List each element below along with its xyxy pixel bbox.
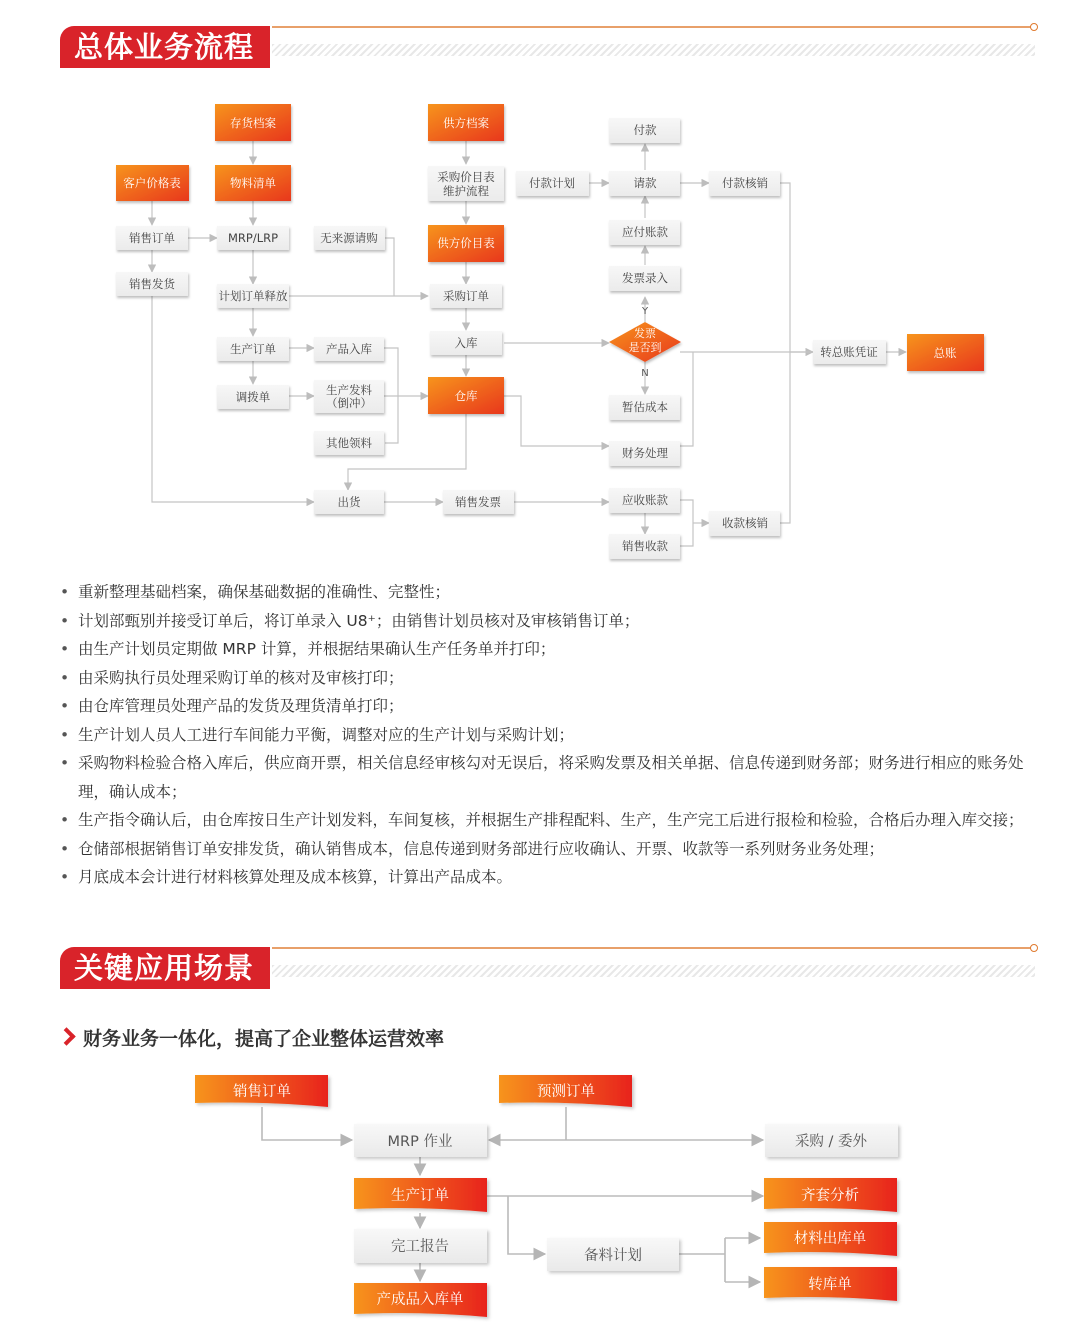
overall-business-flow-diagram [0,0,1080,580]
bullet-item: • 由采购执行员处理采购订单的核对及审核打印； [60,664,1045,693]
finance-integration-flow-diagram [0,1061,1080,1341]
label-shengchandingdan: 生产订单 [230,342,276,356]
label-faliao-1: 生产发料 [326,383,372,397]
label2-xiaoshou: 销售订单 [233,1084,291,1100]
flow2-connectors [262,1107,763,1282]
label-gongfang: 供方档案 [443,116,489,130]
header-stripes [272,965,1035,977]
bullet-item: • 仓储部根据销售订单安排发货，确认销售成本，信息传递到财务部进行应收确认、开票、收款等一系列财务业务处理； [60,835,1045,864]
label-cunhuo: 存货档案 [230,116,276,130]
label-caigoujiamu-2: 维护流程 [443,184,489,198]
label2-mrp: MRP 作业 [387,1134,453,1150]
scenario-subtitle-text: 财务业务一体化，提高了企业整体运营效率 [83,1028,445,1050]
label-chuhuo: 出货 [337,495,361,509]
label-kehu: 客户价格表 [123,176,181,190]
label-zongzhang: 总账 [933,346,957,360]
label-fapiao-1: 发票 [634,327,656,340]
label-qita: 其他领料 [326,436,372,450]
label-fapiaoluru: 发票录入 [622,271,668,285]
header-rule [272,947,1032,949]
label-chanpinruku: 产品入库 [326,342,372,356]
header-rule-dot [1030,944,1038,952]
label-xiaoshoufapiao: 销售发票 [455,495,501,509]
chevron-right-icon [57,1027,75,1045]
label-cangku: 仓库 [454,389,478,403]
label-yingshou: 应收账款 [622,493,668,507]
label-xiaoshoufahuo: 销售发货 [129,277,175,291]
label-mrp: MRP/LRP [227,231,279,245]
label-qingkuan: 请款 [633,176,657,190]
flow1-orange-nodes [116,104,984,414]
label-y: Y [641,306,649,317]
label2-zhuanku: 转库单 [808,1277,852,1293]
label-diaobo: 调拨单 [235,390,271,404]
label-xiaoshoudingdan: 销售订单 [129,231,175,245]
label2-wangong: 完工报告 [391,1239,449,1255]
label-ruku: 入库 [454,336,478,350]
label-wuliao: 物料清单 [230,176,276,190]
bullet-item: • 月底成本会计进行材料核算处理及成本核算，计算出产品成本。 [60,863,1045,892]
bullet-item: • 计划部甄别并接受订单后，将订单录入 U8⁺；由销售计划员核对及审核销售订单； [60,607,1045,636]
bullet-item: • 重新整理基础档案，确保基础数据的准确性、完整性； [60,578,1045,607]
flow1-labels [123,116,957,553]
label-fukuanhexiao: 付款核销 [722,176,768,190]
label-n: N [641,368,649,379]
label-wulaiyuan: 无来源请购 [320,231,378,245]
label2-caigou: 采购 / 委外 [794,1134,868,1150]
bullet-item: • 由生产计划员定期做 MRP 计算，并根据结果确认生产任务单并打印； [60,635,1045,664]
label2-chanchengpin: 产成品入库单 [376,1292,464,1308]
section-title-scenarios: 关键应用场景 [60,947,270,989]
label-fukuan: 付款 [633,123,657,137]
bullet-item: • 生产计划人员人工进行车间能力平衡，调整对应的生产计划与采购计划； [60,721,1045,750]
section-title-overall: 总体业务流程 [60,26,270,68]
label-caigoujiamu-1: 采购价目表 [437,170,495,184]
bullet-item: • 采购物料检验合格入库后，供应商开票，相关信息经审核勾对无误后，将采购发票及相关单据、信息传递到财务部；财务进行相应的账务处理，确认成本； [60,749,1045,806]
label2-yuce: 预测订单 [537,1084,595,1100]
label-shoukuanhexiao: 收款核销 [722,516,768,530]
label-zangu: 暂估成本 [622,400,668,414]
label2-cailiao: 材料出库单 [793,1231,867,1247]
label-gongfangjiamu: 供方价目表 [437,236,495,250]
label-xiaoshoushoukuan: 销售收款 [622,539,668,553]
label-yingfu: 应付账款 [622,225,668,239]
label-fapiao-2: 是否到 [628,341,662,354]
label-zhuan: 转总账凭证 [820,345,878,359]
label-caigoudingdan: 采购订单 [443,289,489,303]
label2-shengchan: 生产订单 [391,1188,449,1204]
bullet-item: • 生产指令确认后，由仓库按日生产计划发料，车间复核，并根据生产排程配料、生产，生产完工后进行报检和检验，合格后办理入库交接； [60,806,1045,835]
scenario-subtitle [60,1024,444,1051]
bullet-item: • 由仓库管理员处理产品的发货及理货清单打印； [60,692,1045,721]
label-jihuadingdan: 计划订单释放 [218,289,288,303]
label-fukuanjihua: 付款计划 [529,176,575,190]
label2-qitao: 齐套分析 [801,1188,859,1204]
label-faliao-2: （倒冲） [326,396,372,410]
label-caiwu: 财务处理 [622,446,668,460]
process-description-list [60,578,1045,892]
label2-beiliao: 备料计划 [584,1248,642,1264]
